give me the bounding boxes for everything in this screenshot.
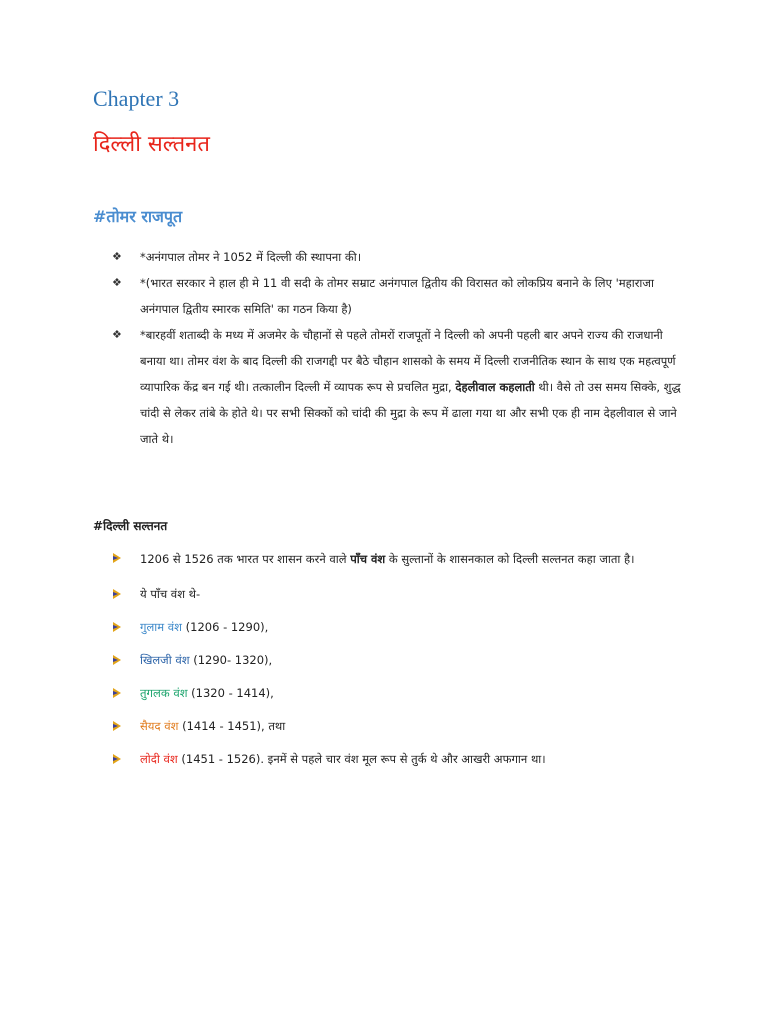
dynasty-name-gulam: गुलाम वंश [140,620,182,634]
chapter-label: Chapter 3 [93,86,180,111]
bullet-text-part: के सुल्तानों के शासनकाल को दिल्ली सल्तनत कहा जाता है। [385,552,635,566]
arrow-bullet-icon [112,678,122,708]
dynasty-name-tughlaq: तुगलक वंश [140,686,188,700]
list-item [112,543,692,575]
diamond-bullet-icon: ❖ [112,328,122,341]
dynasty-dates: (1320 - 1414), [187,686,274,700]
dynasty-dates: (1451 - 1526). इनमें से पहले चार वंश मूल रूप से तुर्क थे और आखरी अफगान था। [177,752,546,766]
section-heading-tomar-rajput: #तोमर राजपूत [93,207,183,226]
arrow-bullet-icon [112,711,122,741]
list-item [112,744,692,774]
list-item [112,579,692,609]
list-item [112,612,692,642]
bold-term-five-dynasties: पाँच वंश [350,552,386,566]
diamond-bullet-icon: ❖ [112,250,122,263]
arrow-bullet-icon [112,543,122,573]
bullet-text-part: 1206 से 1526 तक भारत पर शासन करने वाले [140,552,351,566]
list-item [112,678,692,708]
list-item [112,322,682,452]
dynasty-name-khilji: खिलजी वंश [140,653,190,667]
bullet-text-part: थी। वैसे तो उस समय सिक्के, शुद्ध चांदी से लेकर तांबे के होते थे। पर सभी सिक्कों को चांदी की मुद्रा के रूप में ढाला गया था और सभी एक ही नाम देहलीवाल से जाने जाते थे। [140,380,681,446]
dynasty-dates: (1414 - 1451), तथा [178,719,286,733]
sultanate-bullet-list [112,543,692,777]
bullet-text: *अनंगपाल तोमर ने 1052 में दिल्ली की स्थापना की। [140,250,362,264]
list-item [112,270,682,322]
dynasty-name-lodi: लोदी वंश [140,752,178,766]
bullet-text: *(भारत सरकार ने हाल ही मे 11 वी सदी के तोमर सम्राट अनंगपाल द्वितीय की विरासत को लोकप्रिय बनाने के लिए 'महाराजा अनंगपाल द्वितीय स्मारक समिति' का गठन किया है) [140,276,654,316]
diamond-bullet-icon: ❖ [112,276,122,289]
chapter-title: दिल्ली सल्तनत [93,132,210,157]
list-item [112,711,692,741]
tomar-bullet-list [112,244,682,452]
bold-term-dehliwal: देहलीवाल कहलाती [455,380,535,394]
arrow-bullet-icon [112,612,122,642]
list-item [112,645,692,675]
list-item [112,244,682,270]
bullet-text: ये पाँच वंश थे- [140,587,201,601]
section-heading-delhi-sultanate: #दिल्ली सल्तनत [93,519,168,533]
dynasty-dates: (1290- 1320), [189,653,273,667]
bullet-text-part: *बारहवीं शताब्दी के मध्य में अजमेर के चौहानों से पहले तोमरों राजपूतों ने दिल्ली को अपनी पहली बार अपने राज्य की राजधानी बनाया था। तोमर वंश के बाद दिल्ली की राजगद्दी पर बैठे चौहान शासको के समय में दिल्ली राजनीतिक स्थान के साथ एक महत्वपूर्ण व्यापारिक केंद्र बन गई थी। तत्कालीन दिल्ली में व्यापक रूप से प्रचलित मुद्रा, [140,328,676,394]
arrow-bullet-icon [112,645,122,675]
dynasty-name-sayyid: सैयद वंश [140,719,179,733]
arrow-bullet-icon [112,744,122,774]
arrow-bullet-icon [112,579,122,609]
dynasty-dates: (1206 - 1290), [182,620,269,634]
